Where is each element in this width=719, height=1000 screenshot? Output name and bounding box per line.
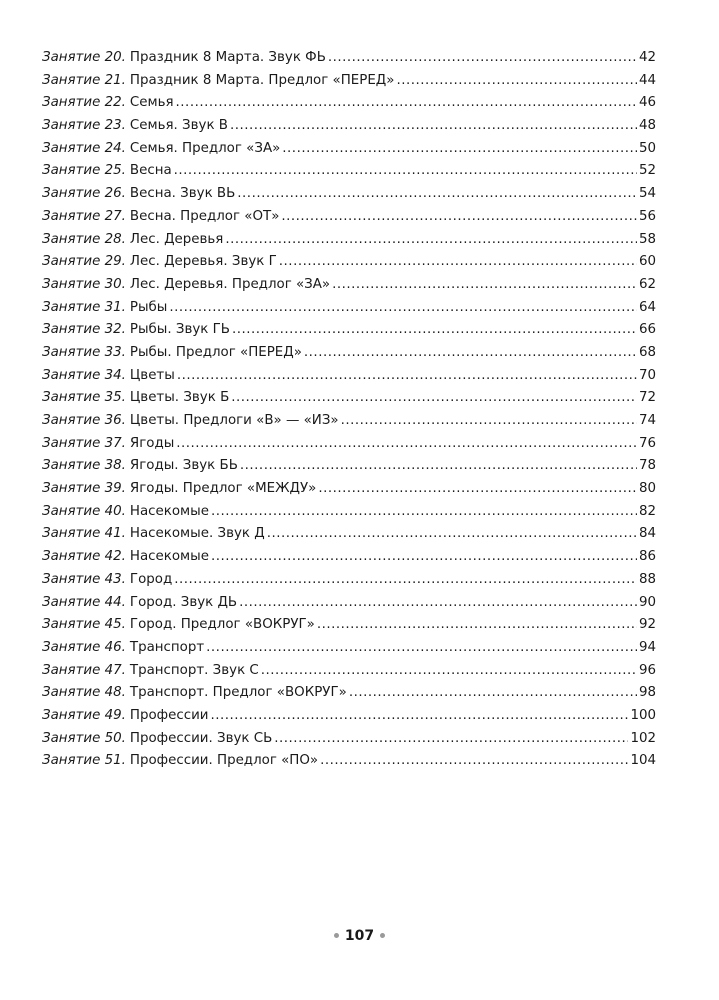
toc-lesson-number: Занятие 43.	[42, 571, 126, 587]
toc-page-number: 44	[638, 72, 656, 88]
toc-row-32[interactable]	[42, 319, 656, 342]
toc-page-number: 94	[638, 639, 656, 655]
dot-leader	[231, 387, 637, 410]
toc-lesson-number: Занятие 33.	[42, 344, 126, 360]
toc-row-28[interactable]	[42, 229, 656, 252]
toc-title: Весна	[129, 163, 172, 179]
page-number: 107	[344, 928, 375, 944]
toc-lesson-number: Занятие 34.	[42, 367, 126, 383]
toc-title: Цветы	[129, 367, 175, 383]
dot-leader	[169, 297, 637, 320]
toc-page-number: 50	[638, 140, 656, 156]
dot-leader	[211, 501, 637, 524]
toc-page-number: 54	[638, 186, 656, 202]
toc-lesson-number: Занятие 24.	[42, 140, 126, 156]
toc-title: Город	[129, 571, 173, 587]
toc-row-34[interactable]	[42, 365, 656, 388]
toc-row-26[interactable]	[42, 183, 656, 206]
toc-title: Профессии. Предлог «ПО»	[129, 753, 319, 769]
toc-page-number: 68	[638, 344, 656, 360]
toc-page-number: 82	[638, 503, 656, 519]
toc-row-42[interactable]	[42, 546, 656, 569]
toc-row-35[interactable]	[42, 387, 656, 410]
toc-title: Насекомые. Звук Д	[129, 526, 265, 542]
toc-page-number: 66	[638, 322, 656, 338]
toc-page-number: 52	[638, 163, 656, 179]
dot-leader	[239, 592, 637, 615]
dot-leader	[237, 183, 637, 206]
toc-lesson-number: Занятие 45.	[42, 617, 126, 633]
toc-title: Ягоды	[129, 435, 175, 451]
toc-lesson-number: Занятие 35.	[42, 390, 126, 406]
toc-lesson-number: Занятие 30.	[42, 276, 126, 292]
toc-title: Транспорт. Предлог «ВОКРУГ»	[129, 685, 347, 701]
dot-leader	[282, 138, 637, 161]
dot-leader	[211, 705, 629, 728]
toc-row-45[interactable]	[42, 614, 656, 637]
dot-leader	[320, 750, 628, 773]
toc-page-number: 86	[638, 549, 656, 565]
toc-page-number: 42	[638, 50, 656, 65]
toc-lesson-number: Занятие 42.	[42, 549, 126, 565]
toc-row-29[interactable]	[42, 251, 656, 274]
toc-lesson-number: Занятие 29.	[42, 254, 126, 270]
toc-lesson-number: Занятие 26.	[42, 186, 126, 202]
toc-row-39[interactable]	[42, 478, 656, 501]
toc-lesson-number: Занятие 28.	[42, 231, 126, 247]
toc-lesson-number: Занятие 23.	[42, 118, 126, 134]
dot-leader	[341, 410, 637, 433]
toc-page-number: 100	[630, 707, 656, 723]
toc-title: Семья. Звук В	[129, 118, 228, 134]
toc-row-22[interactable]	[42, 92, 656, 115]
toc-page-number: 70	[638, 367, 656, 383]
toc-page-number: 48	[638, 118, 656, 134]
toc-row-43[interactable]	[42, 569, 656, 592]
toc-lesson-number: Занятие 25.	[42, 163, 126, 179]
toc-page-number: 90	[638, 594, 656, 610]
toc-row-21[interactable]	[42, 70, 656, 93]
dot-leader	[332, 274, 637, 297]
toc-title: Рыбы. Предлог «ПЕРЕД»	[129, 344, 302, 360]
toc-lesson-number: Занятие 41.	[42, 526, 126, 542]
dot-leader	[328, 47, 637, 70]
toc-row-50[interactable]	[42, 728, 656, 751]
toc-page-number: 60	[638, 254, 656, 270]
toc-row-41[interactable]	[42, 523, 656, 546]
toc-title: Праздник 8 Марта. Звук ФЬ	[129, 50, 326, 65]
toc-row-49[interactable]	[42, 705, 656, 728]
toc-page-number: 78	[638, 458, 656, 474]
dot-leader	[396, 70, 637, 93]
toc-title: Ягоды. Предлог «МЕЖДУ»	[129, 481, 317, 497]
toc-row-46[interactable]	[42, 637, 656, 660]
toc-page-number: 62	[638, 276, 656, 292]
dot-leader	[174, 569, 637, 592]
toc-row-31[interactable]	[42, 297, 656, 320]
toc-title: Профессии	[129, 707, 209, 723]
toc-title: Семья. Предлог «ЗА»	[129, 140, 281, 156]
toc-title: Транспорт	[129, 639, 205, 655]
toc-page-number: 58	[638, 231, 656, 247]
toc-page-number: 64	[638, 299, 656, 315]
toc-page-number: 104	[630, 753, 656, 769]
toc-title: Лес. Деревья. Предлог «ЗА»	[129, 276, 331, 292]
toc-lesson-number: Занятие 46.	[42, 639, 126, 655]
bullet-dot-icon	[380, 933, 385, 938]
dot-leader	[304, 342, 637, 365]
toc-title: Семья	[129, 95, 174, 111]
toc-title: Цветы. Предлоги «В» — «ИЗ»	[129, 413, 339, 428]
toc-title: Ягоды. Звук БЬ	[129, 458, 238, 474]
toc-title: Рыбы	[129, 299, 168, 315]
toc-row-30[interactable]	[42, 274, 656, 297]
toc-lesson-number: Занятие 20.	[42, 50, 126, 65]
toc-title: Весна. Звук ВЬ	[129, 186, 236, 202]
dot-leader	[279, 251, 637, 274]
toc-row-48[interactable]	[42, 682, 656, 705]
toc-title: Праздник 8 Марта. Предлог «ПЕРЕД»	[129, 72, 395, 88]
dot-leader	[349, 682, 637, 705]
toc-lesson-number: Занятие 49.	[42, 707, 126, 723]
toc-title: Цветы. Звук Б	[129, 390, 230, 406]
toc-lesson-number: Занятие 31.	[42, 299, 126, 315]
toc-row-47[interactable]	[42, 660, 656, 683]
dot-leader	[317, 614, 637, 637]
toc-title: Лес. Деревья	[129, 231, 224, 247]
toc-row-44[interactable]	[42, 592, 656, 615]
toc-row-36[interactable]	[42, 410, 656, 433]
toc-page-number: 46	[638, 95, 656, 111]
toc-row-27[interactable]	[42, 206, 656, 229]
dot-leader	[174, 160, 637, 183]
dot-leader	[261, 660, 637, 683]
toc-lesson-number: Занятие 21.	[42, 72, 126, 88]
toc-title: Насекомые	[129, 503, 209, 519]
dot-leader	[225, 229, 637, 252]
toc-lesson-number: Занятие 40.	[42, 503, 126, 519]
toc-title: Рыбы. Звук ГЬ	[129, 322, 230, 338]
dot-leader	[177, 365, 637, 388]
toc-page-number: 56	[638, 208, 656, 224]
toc-row-24[interactable]	[42, 138, 656, 161]
dot-leader	[281, 206, 637, 229]
toc-page-number: 72	[638, 390, 656, 406]
toc-title: Весна. Предлог «ОТ»	[129, 208, 280, 224]
toc-row-38[interactable]	[42, 455, 656, 478]
toc-page-number: 84	[638, 526, 656, 542]
toc-lesson-number: Занятие 36.	[42, 413, 126, 428]
toc-row-20[interactable]	[42, 47, 656, 70]
toc-page-number: 88	[638, 571, 656, 587]
toc-page-number: 80	[638, 481, 656, 497]
toc-lesson-number: Занятие 38.	[42, 458, 126, 474]
dot-leader	[240, 455, 637, 478]
toc-lesson-number: Занятие 22.	[42, 95, 126, 111]
toc-title: Лес. Деревья. Звук Г	[129, 254, 277, 270]
dot-leader	[206, 637, 637, 660]
toc-page-number: 98	[638, 685, 656, 701]
toc-title: Город. Предлог «ВОКРУГ»	[129, 617, 315, 633]
dot-leader	[176, 433, 637, 456]
toc-lesson-number: Занятие 47.	[42, 662, 126, 678]
toc-lesson-number: Занятие 32.	[42, 322, 126, 338]
toc-row-51[interactable]	[42, 750, 656, 773]
toc-title: Профессии. Звук СЬ	[129, 730, 273, 746]
page-footer	[0, 928, 719, 944]
toc-lesson-number: Занятие 37.	[42, 435, 126, 451]
toc-page-number: 102	[630, 730, 656, 746]
toc-lesson-number: Занятие 39.	[42, 481, 126, 497]
dot-leader	[230, 115, 637, 138]
toc-title: Транспорт. Звук С	[129, 662, 259, 678]
toc-lesson-number: Занятие 51.	[42, 753, 126, 769]
dot-leader	[318, 478, 637, 501]
toc-lesson-number: Занятие 27.	[42, 208, 126, 224]
toc-title: Город. Звук ДЬ	[129, 594, 238, 610]
toc-lesson-number: Занятие 44.	[42, 594, 126, 610]
dot-leader	[232, 319, 637, 342]
toc-row-33[interactable]	[42, 342, 656, 365]
table-of-contents	[42, 47, 656, 773]
bullet-dot-icon	[334, 933, 339, 938]
toc-title: Насекомые	[129, 549, 209, 565]
dot-leader	[267, 523, 637, 546]
toc-row-23[interactable]	[42, 115, 656, 138]
toc-lesson-number: Занятие 50.	[42, 730, 126, 746]
dot-leader	[274, 728, 628, 751]
toc-row-37[interactable]	[42, 433, 656, 456]
toc-row-40[interactable]	[42, 501, 656, 524]
toc-page-number: 76	[638, 435, 656, 451]
toc-page-number: 96	[638, 662, 656, 678]
toc-page-number: 74	[638, 413, 656, 428]
toc-page-number: 92	[638, 617, 656, 633]
toc-row-25[interactable]	[42, 160, 656, 183]
toc-lesson-number: Занятие 48.	[42, 685, 126, 701]
dot-leader	[211, 546, 637, 569]
dot-leader	[176, 92, 637, 115]
